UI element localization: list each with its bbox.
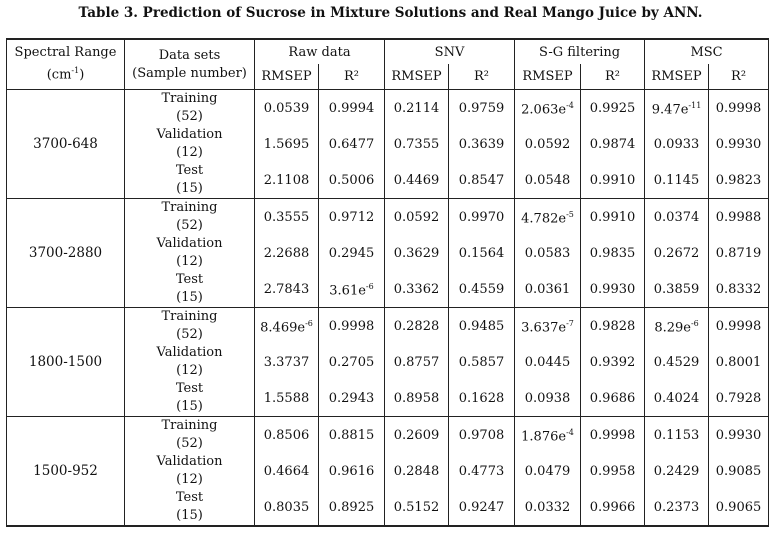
value-base: 0.9998 — [715, 100, 762, 116]
value-base: 0.4529 — [653, 354, 700, 370]
rmsep-value — [255, 235, 319, 271]
value-base: 0.3555 — [263, 209, 310, 225]
header-rmsep: RMSEP — [645, 64, 709, 90]
rmsep-value — [385, 271, 449, 308]
r2-value — [709, 344, 769, 380]
data-set-cell — [125, 344, 255, 380]
r2-value — [581, 90, 645, 127]
spectral-range-cell: 3700-648 — [7, 90, 125, 199]
value-base: 0.9994 — [328, 100, 375, 116]
r2-value — [319, 162, 385, 199]
rmsep-value — [515, 126, 581, 162]
value-base: 0.9686 — [589, 390, 636, 406]
r2-value — [449, 380, 515, 417]
r2-value — [449, 453, 515, 489]
rmsep-value — [515, 417, 581, 454]
value-base: 0.5006 — [328, 172, 375, 188]
r2-value — [449, 308, 515, 345]
value-base: 0.0479 — [524, 463, 571, 479]
value-base: 0.3639 — [458, 136, 505, 152]
rmsep-value — [645, 199, 709, 236]
rmsep-value — [645, 90, 709, 127]
value-exponent: -7 — [566, 319, 574, 329]
data-set-cell — [125, 235, 255, 271]
value-base: 0.4469 — [393, 172, 440, 188]
sample-count: (12) — [176, 472, 203, 487]
value-base: 0.9616 — [328, 463, 375, 479]
spectral-range-cell: 1500-952 — [7, 417, 125, 527]
value-base: 0.1153 — [653, 427, 700, 443]
sample-count: (52) — [176, 327, 203, 342]
r2-value — [709, 235, 769, 271]
rmsep-value — [255, 489, 319, 526]
r2-value — [449, 162, 515, 199]
rmsep-value — [645, 489, 709, 526]
rmsep-value — [385, 344, 449, 380]
r2-value — [319, 344, 385, 380]
header-data-sets — [125, 39, 255, 90]
r2-value — [581, 417, 645, 454]
value-base: 0.2373 — [653, 499, 700, 515]
value-base: 2.7843 — [263, 281, 310, 297]
table-caption: Table 3. Prediction of Sucrose in Mixture Solutions and Real Mango Juice by ANN. — [78, 5, 703, 21]
r2-value — [319, 271, 385, 308]
value-exponent: -11 — [688, 101, 702, 111]
rmsep-value — [385, 489, 449, 526]
value-base: 0.2828 — [393, 318, 440, 334]
value-base: 0.8757 — [393, 354, 440, 370]
value-base: 0.9708 — [458, 427, 505, 443]
r2-value — [319, 199, 385, 236]
rmsep-value — [645, 417, 709, 454]
data-set-name: Training — [161, 309, 218, 324]
rmsep-value — [255, 271, 319, 308]
r2-value — [581, 380, 645, 417]
value-base: 3.637e — [521, 320, 567, 336]
rmsep-value — [645, 235, 709, 271]
data-set-name: Training — [161, 91, 218, 106]
rmsep-value — [385, 380, 449, 417]
data-set-cell — [125, 417, 255, 454]
r2-value — [581, 271, 645, 308]
sample-count: (12) — [176, 145, 203, 160]
sample-count: (15) — [176, 181, 203, 196]
value-base: 0.4664 — [263, 463, 310, 479]
data-sets-label: Data sets — [158, 47, 221, 63]
rmsep-value — [255, 126, 319, 162]
rmsep-value — [255, 199, 319, 236]
rmsep-value — [645, 271, 709, 308]
data-set-name: Training — [161, 200, 218, 215]
r2-value — [709, 380, 769, 417]
value-base: 0.9988 — [715, 209, 762, 225]
rmsep-value — [385, 235, 449, 271]
value-base: 0.0548 — [524, 172, 571, 188]
table-row — [7, 308, 769, 345]
value-base: 0.9835 — [589, 245, 636, 261]
value-base: 8.29e — [654, 320, 691, 336]
value-base: 1.5695 — [263, 136, 310, 152]
value-base: 0.8001 — [715, 354, 762, 370]
value-base: 0.9065 — [715, 499, 762, 515]
header-group-sg: S-G filtering — [515, 39, 645, 64]
header-r2: R² — [449, 64, 515, 90]
value-base: 0.4024 — [653, 390, 700, 406]
r2-value — [709, 162, 769, 199]
data-set-name: Test — [175, 381, 204, 396]
value-base: 0.9759 — [458, 100, 505, 116]
value-base: 0.9910 — [589, 172, 636, 188]
r2-value — [581, 162, 645, 199]
r2-value — [319, 126, 385, 162]
r2-value — [319, 90, 385, 127]
value-base: 0.5857 — [458, 354, 505, 370]
table-row — [7, 199, 769, 236]
value-base: 0.8547 — [458, 172, 505, 188]
r2-value — [319, 380, 385, 417]
r2-value — [449, 126, 515, 162]
value-base: 0.2114 — [393, 100, 440, 116]
rmsep-value — [385, 453, 449, 489]
table-row — [7, 90, 769, 127]
value-base: 0.3629 — [393, 245, 440, 261]
value-exponent: -5 — [566, 210, 574, 220]
value-base: 0.2609 — [393, 427, 440, 443]
rmsep-value — [645, 162, 709, 199]
r2-value — [581, 344, 645, 380]
value-base: 0.9823 — [715, 172, 762, 188]
header-group-msc: MSC — [645, 39, 769, 64]
value-base: 0.9998 — [589, 427, 636, 443]
value-base: 0.2672 — [653, 245, 700, 261]
data-set-cell — [125, 126, 255, 162]
r2-value — [319, 235, 385, 271]
rmsep-value — [515, 380, 581, 417]
rmsep-value — [515, 308, 581, 345]
header-row-1 — [7, 39, 769, 64]
rmsep-value — [515, 162, 581, 199]
value-base: 0.5152 — [393, 499, 440, 515]
rmsep-value — [515, 271, 581, 308]
header-rmsep: RMSEP — [515, 64, 581, 90]
value-base: 0.4559 — [458, 281, 505, 297]
rmsep-value — [515, 344, 581, 380]
value-base: 0.6477 — [328, 136, 375, 152]
rmsep-value — [385, 162, 449, 199]
sample-count: (12) — [176, 254, 203, 269]
value-base: 0.9970 — [458, 209, 505, 225]
r2-value — [709, 90, 769, 127]
data-set-name: Training — [161, 418, 218, 433]
rmsep-value — [255, 162, 319, 199]
data-set-cell — [125, 162, 255, 199]
value-base: 0.8815 — [328, 427, 375, 443]
value-base: 9.47e — [651, 102, 689, 118]
sample-count: (52) — [176, 109, 203, 124]
value-base: 0.4773 — [458, 463, 505, 479]
value-base: 2.2688 — [263, 245, 310, 261]
rmsep-value — [645, 308, 709, 345]
r2-value — [581, 235, 645, 271]
data-set-name: Validation — [156, 236, 223, 251]
r2-value — [581, 453, 645, 489]
value-exponent: -6 — [690, 319, 699, 329]
r2-value — [709, 271, 769, 308]
value-base: 0.9958 — [589, 463, 636, 479]
sample-number-label: (Sample number) — [132, 65, 247, 81]
rmsep-value — [645, 453, 709, 489]
r2-value — [709, 126, 769, 162]
rmsep-value — [255, 344, 319, 380]
value-base: 0.1628 — [458, 390, 505, 406]
r2-value — [449, 199, 515, 236]
results-table — [6, 38, 769, 527]
value-base: 0.9712 — [328, 209, 375, 225]
value-base: 0.2705 — [328, 354, 375, 370]
rmsep-value — [645, 344, 709, 380]
data-set-name: Test — [175, 272, 204, 287]
sample-count: (52) — [176, 218, 203, 233]
r2-value — [581, 489, 645, 526]
value-base: 0.0332 — [524, 499, 571, 515]
data-set-name: Validation — [156, 127, 223, 142]
r2-value — [449, 344, 515, 380]
value-base: 0.8925 — [328, 499, 375, 515]
value-exponent: -4 — [566, 101, 574, 111]
data-set-cell — [125, 380, 255, 417]
value-base: 4.782e — [521, 211, 567, 227]
rmsep-value — [645, 126, 709, 162]
sample-count: (12) — [176, 363, 203, 378]
rmsep-value — [255, 380, 319, 417]
value-base: 0.9392 — [589, 354, 636, 370]
value-base: 0.2429 — [653, 463, 700, 479]
r2-value — [319, 417, 385, 454]
r2-value — [449, 417, 515, 454]
value-base: 0.9485 — [458, 318, 505, 334]
rmsep-value — [515, 489, 581, 526]
value-base: 0.9925 — [589, 100, 636, 116]
value-base: 3.61e — [329, 283, 366, 299]
rmsep-value — [515, 235, 581, 271]
data-set-cell — [125, 90, 255, 127]
r2-value — [449, 271, 515, 308]
rmsep-value — [385, 90, 449, 127]
rmsep-value — [255, 417, 319, 454]
value-base: 0.7355 — [393, 136, 440, 152]
value-base: 0.9874 — [589, 136, 636, 152]
r2-value — [709, 199, 769, 236]
value-base: 0.2943 — [328, 390, 375, 406]
value-base: 0.3362 — [393, 281, 440, 297]
spectral-range-cell: 1800-1500 — [7, 308, 125, 417]
value-base: 0.9998 — [715, 318, 762, 334]
table-body — [7, 90, 769, 527]
r2-value — [709, 489, 769, 526]
rmsep-value — [255, 308, 319, 345]
value-base: 0.8035 — [263, 499, 310, 515]
rmsep-value — [385, 199, 449, 236]
value-exponent: -6 — [305, 319, 313, 329]
header-group-raw: Raw data — [255, 39, 385, 64]
value-base: 0.1564 — [458, 245, 505, 261]
rmsep-value — [645, 380, 709, 417]
sample-count: (15) — [176, 508, 203, 523]
r2-value — [581, 126, 645, 162]
value-base: 3.3737 — [263, 354, 310, 370]
spectral-range-label: Spectral Range — [14, 45, 117, 61]
value-base: 0.9930 — [715, 427, 762, 443]
value-base: 1.876e — [521, 429, 567, 445]
header-group-snv: SNV — [385, 39, 515, 64]
table-row — [7, 417, 769, 454]
value-base: 0.9085 — [715, 463, 762, 479]
value-exponent: -6 — [365, 282, 374, 292]
value-base: 0.3859 — [653, 281, 700, 297]
value-base: 0.0592 — [524, 136, 571, 152]
value-base: 0.8719 — [715, 245, 762, 261]
value-base: 0.0539 — [263, 100, 310, 116]
value-base: 0.9966 — [589, 499, 636, 515]
value-base: 0.0933 — [653, 136, 700, 152]
sample-count: (15) — [176, 399, 203, 414]
rmsep-value — [385, 308, 449, 345]
value-base: 2.1108 — [263, 172, 310, 188]
rmsep-value — [385, 126, 449, 162]
rmsep-value — [255, 90, 319, 127]
value-base: 0.0938 — [524, 390, 571, 406]
spectral-unit-label: $(cm^{-1})$ — [46, 66, 85, 83]
value-base: 0.9828 — [589, 318, 636, 334]
r2-value — [709, 308, 769, 345]
value-base: 8.469e — [260, 320, 306, 336]
value-base: 0.8506 — [263, 427, 310, 443]
value-base: 0.9910 — [589, 209, 636, 225]
data-set-name: Validation — [156, 345, 223, 360]
r2-value — [319, 453, 385, 489]
data-set-cell — [125, 271, 255, 308]
value-base: 2.063e — [521, 102, 567, 118]
value-exponent: -4 — [566, 428, 574, 438]
value-base: 0.8958 — [393, 390, 440, 406]
value-base: 0.0445 — [524, 354, 571, 370]
data-set-name: Test — [175, 490, 204, 505]
r2-value — [319, 489, 385, 526]
header-rmsep: RMSEP — [385, 64, 449, 90]
header-r2: R² — [319, 64, 385, 90]
r2-value — [449, 235, 515, 271]
r2-value — [449, 489, 515, 526]
spectral-range-cell: 3700-2880 — [7, 199, 125, 308]
r2-value — [319, 308, 385, 345]
value-base: 0.0592 — [393, 209, 440, 225]
value-base: 1.5588 — [263, 390, 310, 406]
data-set-cell — [125, 453, 255, 489]
rmsep-value — [515, 453, 581, 489]
rmsep-value — [385, 417, 449, 454]
value-base: 0.9930 — [589, 281, 636, 297]
value-base: 0.9247 — [458, 499, 505, 515]
r2-value — [581, 308, 645, 345]
rmsep-value — [255, 453, 319, 489]
r2-value — [709, 453, 769, 489]
sample-count: (15) — [176, 290, 203, 305]
data-set-cell — [125, 489, 255, 526]
value-base: 0.7928 — [715, 390, 762, 406]
data-set-cell — [125, 199, 255, 236]
value-base: 0.9998 — [328, 318, 375, 334]
value-base: 0.0583 — [524, 245, 571, 261]
value-base: 0.2848 — [393, 463, 440, 479]
r2-value — [581, 199, 645, 236]
data-set-name: Test — [175, 163, 204, 178]
header-rmsep: RMSEP — [255, 64, 319, 90]
header-spectral-range — [7, 39, 125, 90]
data-set-cell — [125, 308, 255, 345]
rmsep-value — [515, 199, 581, 236]
data-set-name: Validation — [156, 454, 223, 469]
value-base: 0.0361 — [524, 281, 571, 297]
header-r2: R² — [709, 64, 769, 90]
value-base: 0.8332 — [715, 281, 762, 297]
value-base: 0.0374 — [653, 209, 700, 225]
value-base: 0.1145 — [653, 172, 700, 188]
sample-count: (52) — [176, 436, 203, 451]
rmsep-value — [515, 90, 581, 127]
header-r2: R² — [581, 64, 645, 90]
value-base: 0.2945 — [328, 245, 375, 261]
r2-value — [449, 90, 515, 127]
value-base: 0.9930 — [715, 136, 762, 152]
r2-value — [709, 417, 769, 454]
